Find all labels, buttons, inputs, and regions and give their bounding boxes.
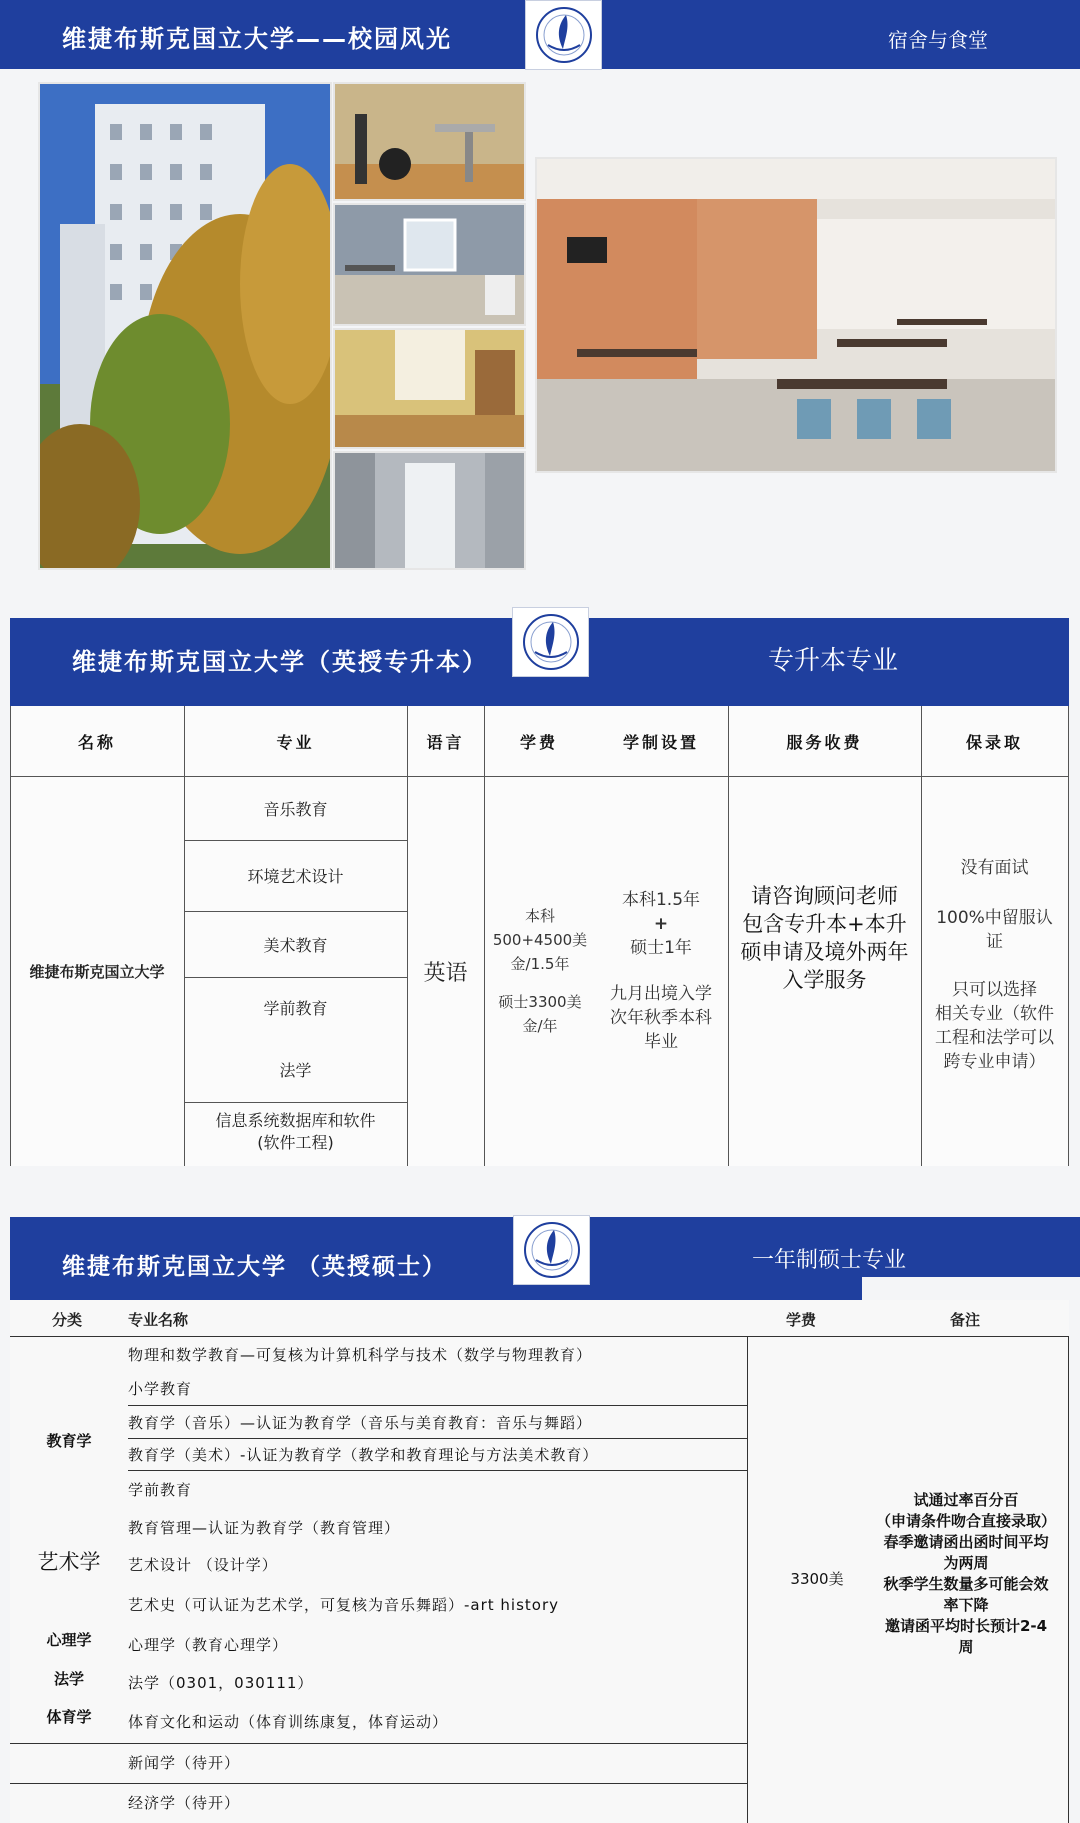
master-major-6: 教育管理—认证为教育学（教育管理） bbox=[128, 1519, 401, 1537]
category-sports: 体育学 bbox=[46, 1708, 92, 1726]
header-tuition: 学费 bbox=[519, 732, 558, 752]
top-up-banner-tag: 专升本专业 bbox=[768, 646, 899, 676]
university-logo-3 bbox=[513, 1215, 590, 1285]
header-guarantee: 保录取 bbox=[965, 732, 1023, 752]
major-software-engineering: 信息系统数据库和软件 (软件工程) bbox=[215, 1111, 376, 1152]
header-name: 名称 bbox=[77, 732, 116, 752]
major-environmental-art-design: 环境艺术设计 bbox=[247, 867, 344, 886]
header-category: 分类 bbox=[52, 1311, 83, 1329]
language-value: 英语 bbox=[423, 960, 468, 986]
service-fee-value: 请咨询顾问老师 包含专升本+本升 硕申请及境外两年 入学服务 bbox=[740, 884, 909, 992]
master-remarks: 试通过率百分百 （申请条件吻合直接录取） 春季邀请函出函时间平均 为两周 秋季学生数量多可能会效 率下降 邀请函平均时长预计2-4 周 bbox=[875, 1491, 1056, 1656]
master-major-12: 新闻学（待开） bbox=[128, 1754, 241, 1772]
master-major-5: 学前教育 bbox=[128, 1481, 193, 1499]
duration-value: 本科1.5年 + 硕士1年 九月出境入学 次年秋季本科 毕业 bbox=[610, 890, 712, 1052]
dormitory-building-photo bbox=[38, 82, 332, 570]
major-music-education: 音乐教育 bbox=[263, 799, 328, 819]
header-remarks: 备注 bbox=[950, 1311, 981, 1329]
header-major-name: 专业名称 bbox=[128, 1311, 189, 1329]
header-fee: 学费 bbox=[786, 1311, 817, 1329]
guarantee-value: 没有面试 100%中留服认 证 只可以选择 相关专业（软件 工程和法学可以 跨专业申请） bbox=[935, 858, 1054, 1072]
campus-banner-tag: 宿舍与食堂 bbox=[888, 28, 988, 52]
masters-banner-title: 维捷布斯克国立大学 （英授硕士） bbox=[62, 1254, 448, 1280]
master-major-4: 教育学（美术）-认证为教育学（教学和教育理论与方法美术教育） bbox=[128, 1446, 599, 1464]
tuition-value: 本科 500+4500美 金/1.5年 硕士3300美 金/年 bbox=[492, 907, 588, 1035]
master-major-11: 体育文化和运动（体育训练康复，体育运动） bbox=[128, 1713, 449, 1731]
corridor-photo bbox=[333, 451, 526, 570]
category-psychology: 心理学 bbox=[46, 1631, 92, 1649]
header-language: 语言 bbox=[426, 732, 465, 752]
top-up-banner-title: 维捷布斯克国立大学（英授专升本） bbox=[72, 648, 488, 676]
header-major: 专业 bbox=[276, 732, 315, 752]
master-major-8: 艺术史（可认证为艺术学，可复核为音乐舞蹈）-art history bbox=[128, 1596, 560, 1614]
bedroom-photo bbox=[333, 328, 526, 449]
header-service-fee: 服务收费 bbox=[786, 732, 863, 752]
master-major-9: 心理学（教育心理学） bbox=[128, 1636, 289, 1654]
master-major-2: 小学教育 bbox=[128, 1380, 193, 1398]
master-major-3: 教育学（音乐）—认证为教育学（音乐与美育教育：音乐与舞蹈） bbox=[128, 1414, 593, 1432]
category-art: 艺术学 bbox=[37, 1550, 101, 1574]
logo-emblem-icon bbox=[520, 1220, 584, 1280]
university-logo-2 bbox=[512, 607, 589, 677]
master-major-10: 法学（0301，030111） bbox=[128, 1674, 314, 1692]
master-major-1: 物理和数学教育—可复核为计算机科学与技术（数学与物理教育） bbox=[128, 1346, 593, 1364]
master-major-7: 艺术设计 （设计学） bbox=[128, 1556, 278, 1574]
masters-banner-tag: 一年制硕士专业 bbox=[752, 1248, 907, 1273]
major-law: 法学 bbox=[279, 1061, 312, 1080]
school-name: 维捷布斯克国立大学 bbox=[29, 962, 165, 981]
master-fee-value: 3300美 bbox=[790, 1570, 844, 1588]
masters-table bbox=[10, 1300, 1069, 1823]
major-art-education: 美术教育 bbox=[263, 935, 328, 955]
master-major-13: 经济学（待开） bbox=[128, 1794, 241, 1812]
university-logo bbox=[525, 0, 602, 70]
campus-banner-title: 维捷布斯克国立大学——校园风光 bbox=[62, 25, 452, 53]
category-education: 教育学 bbox=[46, 1432, 92, 1450]
kitchen-room-photo bbox=[333, 203, 526, 326]
category-law: 法学 bbox=[53, 1670, 84, 1688]
logo-emblem-icon bbox=[519, 612, 583, 672]
header-duration: 学制设置 bbox=[622, 732, 699, 752]
logo-emblem-icon bbox=[532, 5, 596, 65]
top-up-table bbox=[10, 706, 1069, 1166]
gym-room-photo bbox=[333, 82, 526, 201]
major-preschool-education: 学前教育 bbox=[263, 998, 328, 1018]
canteen-photo bbox=[535, 157, 1057, 473]
